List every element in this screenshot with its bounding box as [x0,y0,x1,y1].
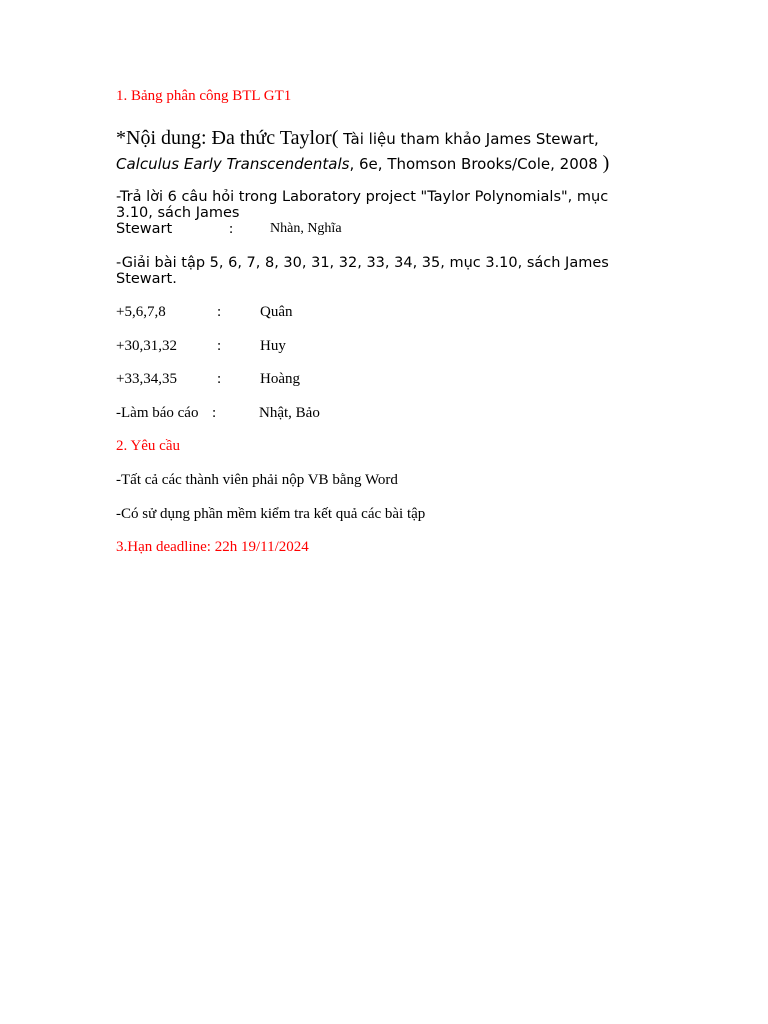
task1-line2: 3.10, sách James [116,205,240,221]
section-1-heading: 1. Bảng phân công BTL GT1 [116,88,292,104]
assignment-exercises: +33,34,35 [116,371,177,387]
assignment-separator: : [217,304,222,320]
assignment-member: Huy [260,338,286,354]
assignment-separator: : [217,338,222,354]
deadline-label: 3.Hạn deadline: [116,539,211,555]
close-paren: ) [602,152,610,174]
section-2-heading: 2. Yêu cầu [116,438,180,454]
task1-line3-label: Stewart [116,221,173,237]
assignment-separator: : [212,405,217,421]
reference-rest: , 6e, Thomson Brooks/Cole, 2008 [349,155,603,173]
requirement-item: -Có sử dụng phần mềm kiểm tra kết quả các bài tập [116,506,426,522]
content-prefix: *Nội dung: Đa thức Taylor( [116,127,339,149]
assignment-member: Nhật, Bảo [259,405,320,421]
assignment-member: Hoàng [260,371,300,387]
book-title: Calculus Early Transcendentals [116,155,350,173]
task2-line1: -Giải bài tập 5, 6, 7, 8, 30, 31, 32, 33, 34, 35, mục 3.10, sách James [116,255,609,271]
assignment-exercises: +30,31,32 [116,338,177,354]
deadline-value: 22h 19/11/2024 [210,539,309,555]
task2-line2: Stewart. [116,271,177,287]
deadline-line [116,539,309,556]
assignment-exercises: +5,6,7,8 [116,304,166,320]
content-heading-line [116,127,599,150]
reference-line-2 [116,152,609,175]
task1-separator: : [229,221,234,237]
task1-names: Nhàn, Nghĩa [270,221,342,236]
requirement-item: -Tất cả các thành viên phải nộp VB bằng Word [116,472,398,488]
assignment-member: Quân [260,304,293,320]
task1-line1: -Trả lời 6 câu hỏi trong Laboratory project "Taylor Polynomials", mục [116,189,609,205]
assignment-separator: : [217,371,222,387]
assignment-exercises: -Làm báo cáo [116,405,199,421]
reference-line-1: Tài liệu tham khảo James Stewart, [338,130,599,148]
